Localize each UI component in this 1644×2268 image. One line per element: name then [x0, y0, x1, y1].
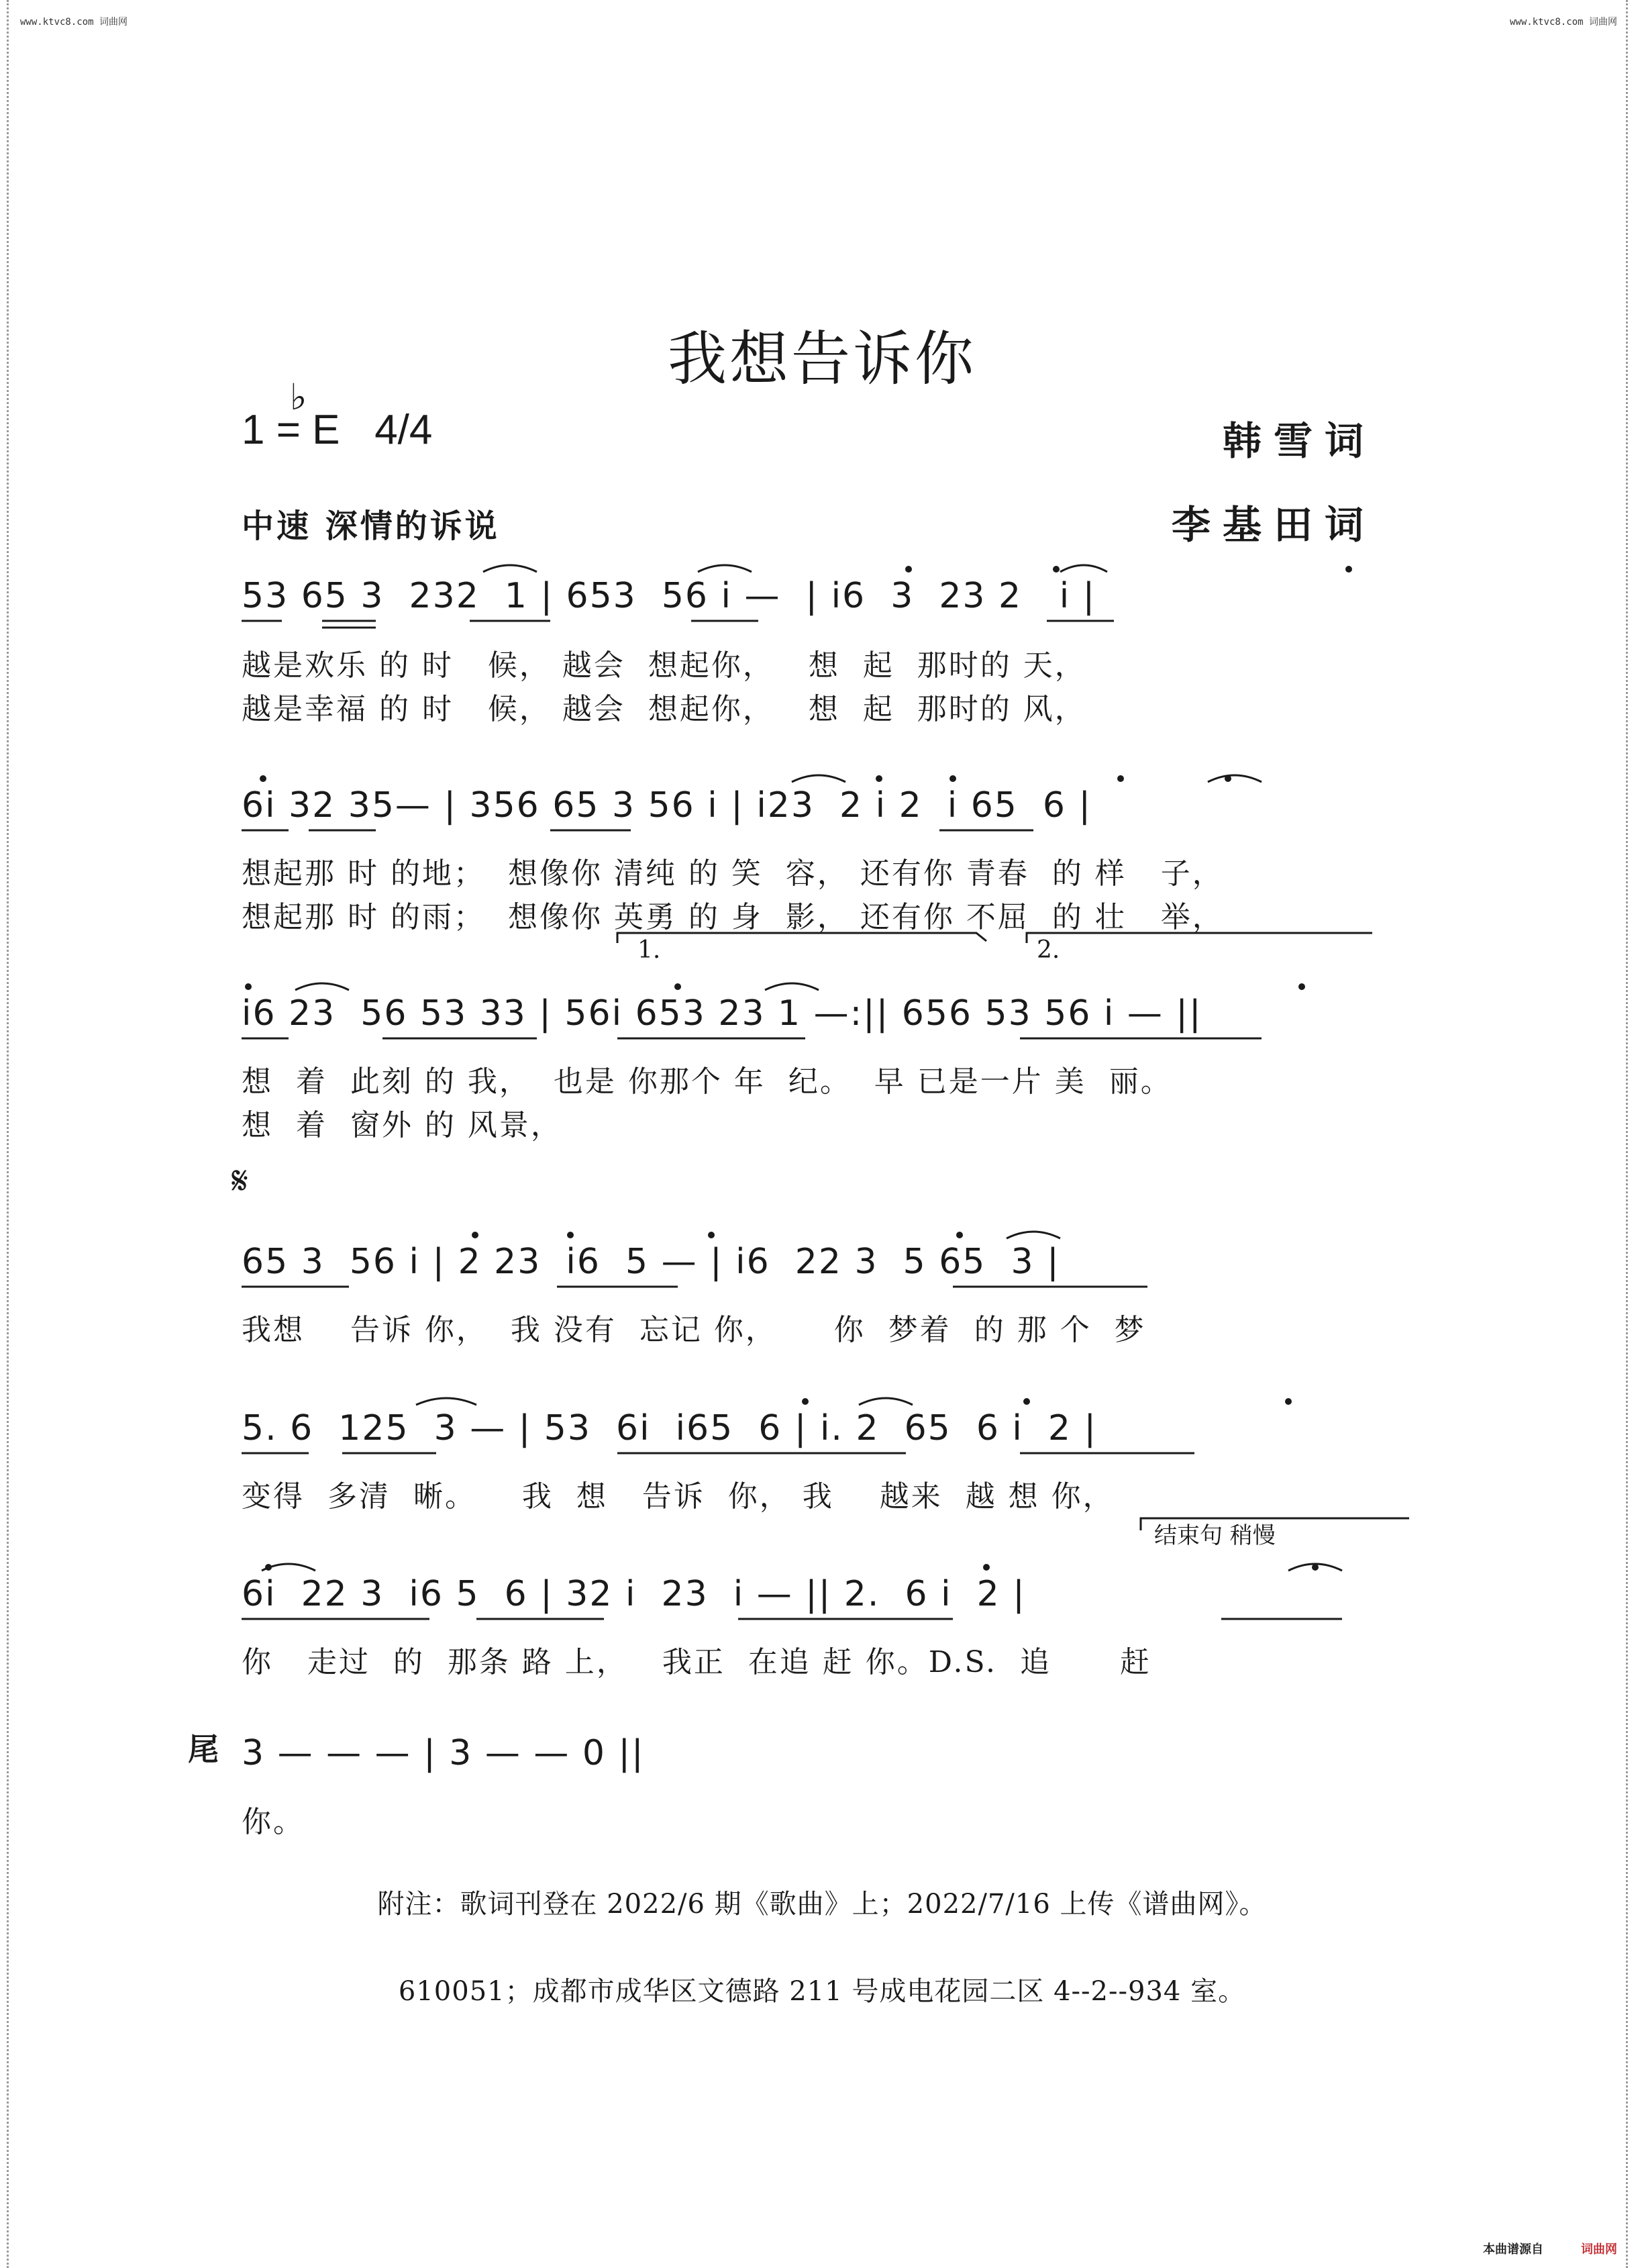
- key-label: 1 = E: [242, 407, 340, 453]
- notation-line-4: 65 3 56 i | 2 23 i6 5 — | i6 22 3 5 65 3 |: [242, 1242, 1060, 1282]
- ending-bracket: [1141, 1518, 1409, 1530]
- octave-dot: [1053, 566, 1060, 573]
- octave-dot: [260, 775, 266, 782]
- volta-1-label: 1.: [637, 936, 661, 964]
- lyrics-line-7: 你。: [242, 1805, 305, 1839]
- lyrics-line-1b: 越是幸福 的 时 候， 越会 想起你， 想 起 那时的 风，: [242, 692, 1086, 726]
- notation-line-1: 53 65 3 232 1 | 653 56 i — | i6 3 23 2 i |: [242, 576, 1096, 616]
- slur-mark: [483, 565, 537, 572]
- ending-hint: 结束句 稍慢: [1154, 1522, 1276, 1549]
- notation-line-6: 6i 22 3 i6 5 6 | 32 i 23 i — || 2. 6 i 2 |: [242, 1574, 1026, 1614]
- volta-2-bracket: [1027, 933, 1372, 943]
- meter-label: 4/4: [374, 407, 433, 453]
- lyrics-line-3a: 想 着 此刻 的 我， 也是 你那个 年 纪。 早 已是一片 美 丽。: [242, 1065, 1172, 1099]
- notation-line-5: 5. 6 125 3 — | 53 6i i65 6 | i. 2 65 6 i 2 |: [242, 1408, 1098, 1448]
- octave-dot: [905, 566, 912, 573]
- slur-mark: [859, 1398, 913, 1405]
- volta-1-bracket: [617, 933, 986, 943]
- lyrics-line-4: 我想 告诉 你， 我 没有 忘记 你， 你 梦着 的 那 个 梦: [242, 1313, 1146, 1347]
- octave-dot: [674, 983, 681, 990]
- lyrics-line-2b: 想起那 时 的雨； 想像你 英勇 的 身 影， 还有你 不屈 的 壮 举，: [242, 900, 1224, 934]
- site-watermark-right: www.ktvc8.com 词曲网: [1509, 17, 1617, 28]
- octave-dot: [708, 1232, 715, 1238]
- flat-sign: ♭: [290, 376, 307, 418]
- footer-source-label: 本曲谱源自: [1483, 2242, 1543, 2257]
- octave-dot: [949, 775, 956, 782]
- slur-mark: [1007, 1232, 1060, 1238]
- slur-mark: [1208, 775, 1262, 782]
- composer-credit: 李基田词: [1171, 502, 1376, 548]
- octave-dot: [472, 1232, 478, 1238]
- octave-dot: [876, 775, 882, 782]
- song-title: 我想告诉你: [667, 324, 976, 393]
- octave-dot: [956, 1232, 963, 1238]
- site-watermark-left: www.ktvc8.com 词曲网: [20, 17, 128, 28]
- footer-site-label: 词曲网: [1581, 2242, 1617, 2257]
- octave-dot: [983, 1564, 990, 1571]
- lyricist-credit: 韩雪词: [1222, 418, 1376, 464]
- segno-mark: 𝄋: [232, 1158, 248, 1203]
- slur-mark: [295, 983, 349, 990]
- octave-dot: [1117, 775, 1124, 782]
- octave-dot: [1023, 1398, 1030, 1405]
- octave-dot: [245, 983, 252, 990]
- volta-2-label: 2.: [1037, 936, 1060, 964]
- octave-dot: [1285, 1398, 1292, 1405]
- slur-mark: [698, 565, 752, 572]
- coda-mark: 尾: [188, 1731, 219, 1767]
- octave-dot: [1312, 1564, 1319, 1571]
- lyrics-line-2a: 想起那 时 的地； 想像你 清纯 的 笑 容， 还有你 青春 的 样 子，: [242, 856, 1224, 891]
- notation-line-2: 6i 32 35— | 356 65 3 56 i | i23 2 i 2 i 65 6 |: [242, 785, 1092, 826]
- lyrics-line-3b: 想 着 窗外 的 风景，: [242, 1108, 562, 1142]
- address-note: 610051；成都市成华区文德路 211 号成电花园二区 4--2--934 室。: [398, 1976, 1246, 2007]
- lyrics-line-1a: 越是欢乐 的 时 候， 越会 想起你， 想 起 那时的 天，: [242, 648, 1086, 683]
- notation-line-3: i6 23 56 53 33 | 56i 653 23 1 —:|| 656 53 56 i — ||: [242, 993, 1202, 1034]
- slur-mark: [792, 775, 845, 782]
- notation-line-7: 3 — — — | 3 — — 0 ||: [242, 1733, 645, 1773]
- octave-dot: [265, 1564, 272, 1571]
- tempo-marking: 中速 深情的诉说: [242, 507, 500, 545]
- lyrics-line-5: 变得 多清 晰。 我 想 告诉 你， 我 越来 越 想 你，: [242, 1479, 1115, 1514]
- slur-mark: [416, 1398, 476, 1405]
- slur-mark: [765, 983, 819, 990]
- octave-dot: [1298, 983, 1305, 990]
- lyrics-line-6: 你 走过 的 那条 路 上， 我正 在追 赶 你。D.S. 追 赶: [242, 1645, 1151, 1679]
- octave-dot: [567, 1232, 574, 1238]
- octave-dot: [1345, 566, 1352, 573]
- publication-note: 附注：歌词刊登在 2022/6 期《歌曲》上；2022/7/16 上传《谱曲网》。: [377, 1889, 1267, 1920]
- slur-mark: [1060, 565, 1107, 572]
- octave-dot: [802, 1398, 809, 1405]
- octave-dot: [1225, 775, 1231, 782]
